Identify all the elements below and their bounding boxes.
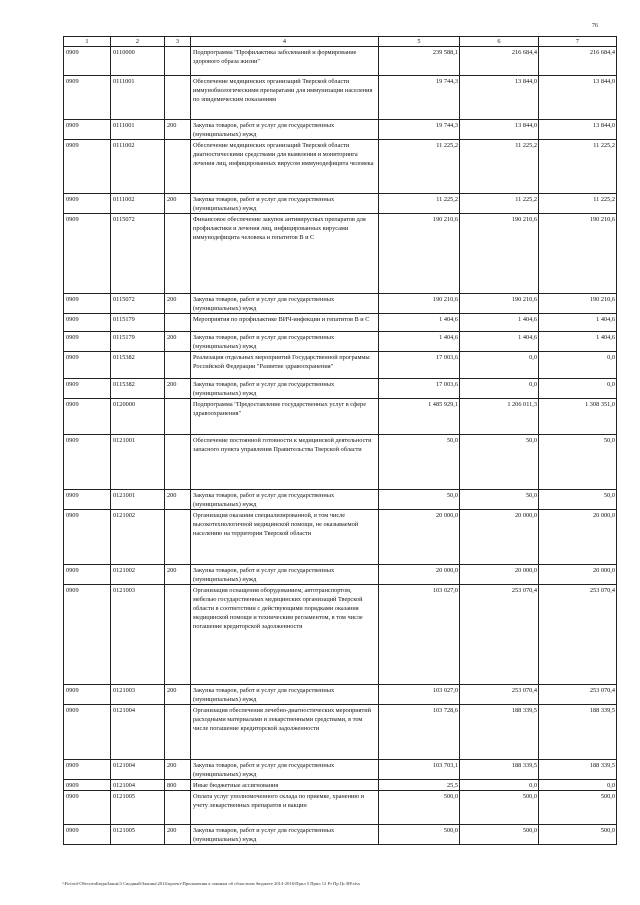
section-cell: 0909 bbox=[64, 585, 111, 685]
table-row bbox=[64, 194, 617, 214]
item-name-cell: Закупка товаров, работ и услуг для государственных (муниципальных) нужд bbox=[191, 379, 379, 399]
header-cell: 6 bbox=[460, 37, 539, 47]
amount-2016-cell: 50,0 bbox=[539, 490, 617, 510]
target-code-cell: 0121005 bbox=[111, 791, 165, 825]
target-code-cell: 0115382 bbox=[111, 379, 165, 399]
expense-type-cell: 200 bbox=[165, 379, 191, 399]
amount-2015-cell: 1 404,6 bbox=[460, 332, 539, 352]
amount-2016-cell: 190 210,6 bbox=[539, 294, 617, 314]
amount-2016-cell: 0,0 bbox=[539, 352, 617, 379]
section-cell: 0909 bbox=[64, 510, 111, 565]
table-row bbox=[64, 825, 617, 845]
item-name-cell: Организация обеспечения лечебно-диагностических мероприятий расходными материалами и лекарственными средствами, в том числе погашение кредиторской задолженности bbox=[191, 705, 379, 760]
amount-2014-cell: 500,0 bbox=[379, 825, 460, 845]
table-row bbox=[64, 510, 617, 565]
section-cell: 0909 bbox=[64, 791, 111, 825]
section-cell: 0909 bbox=[64, 332, 111, 352]
target-code-cell: 0111001 bbox=[111, 120, 165, 140]
expense-type-cell: 200 bbox=[165, 685, 191, 705]
amount-2015-cell: 50,0 bbox=[460, 490, 539, 510]
amount-2015-cell: 13 844,0 bbox=[460, 76, 539, 120]
table-row bbox=[64, 47, 617, 76]
amount-2016-cell: 13 844,0 bbox=[539, 120, 617, 140]
amount-2015-cell: 188 339,5 bbox=[460, 760, 539, 780]
amount-2016-cell: 50,0 bbox=[539, 435, 617, 490]
header-cell: 2 bbox=[111, 37, 165, 47]
amount-2014-cell: 11 225,2 bbox=[379, 194, 460, 214]
table-row bbox=[64, 791, 617, 825]
amount-2015-cell: 253 070,4 bbox=[460, 585, 539, 685]
header-cell: 1 bbox=[64, 37, 111, 47]
target-code-cell: 0121005 bbox=[111, 825, 165, 845]
target-code-cell: 0121004 bbox=[111, 705, 165, 760]
section-cell: 0909 bbox=[64, 214, 111, 294]
table-row bbox=[64, 294, 617, 314]
table-row bbox=[64, 490, 617, 510]
expense-type-cell bbox=[165, 435, 191, 490]
amount-2015-cell: 188 339,5 bbox=[460, 705, 539, 760]
expense-type-cell bbox=[165, 791, 191, 825]
table-row bbox=[64, 685, 617, 705]
section-cell: 0909 bbox=[64, 780, 111, 791]
amount-2014-cell: 1 404,6 bbox=[379, 332, 460, 352]
table-row bbox=[64, 214, 617, 294]
amount-2016-cell: 188 339,5 bbox=[539, 760, 617, 780]
budget-table bbox=[63, 36, 617, 845]
item-name-cell: Организация оснащения оборудованием, автотранспортом, мебелью государственных медицинских организаций Тверской области в соответствии с действующими порядками оказания медицинской помощи и техническим регламентом, в том числе погашение кредиторской задолженности bbox=[191, 585, 379, 685]
expense-type-cell: 200 bbox=[165, 760, 191, 780]
expense-type-cell bbox=[165, 47, 191, 76]
amount-2014-cell: 1 485 929,1 bbox=[379, 399, 460, 435]
item-name-cell: Закупка товаров, работ и услуг для государственных (муниципальных) нужд bbox=[191, 332, 379, 352]
expense-type-cell bbox=[165, 140, 191, 194]
table-row bbox=[64, 705, 617, 760]
page-number: 76 bbox=[592, 23, 598, 29]
amount-2014-cell: 500,0 bbox=[379, 791, 460, 825]
target-code-cell: 0121003 bbox=[111, 585, 165, 685]
item-name-cell: Закупка товаров, работ и услуг для государственных (муниципальных) нужд bbox=[191, 760, 379, 780]
target-code-cell: 0121004 bbox=[111, 780, 165, 791]
amount-2014-cell: 103 027,0 bbox=[379, 585, 460, 685]
table-row bbox=[64, 314, 617, 332]
amount-2014-cell: 50,0 bbox=[379, 435, 460, 490]
expense-type-cell: 200 bbox=[165, 565, 191, 585]
target-code-cell: 0115382 bbox=[111, 352, 165, 379]
amount-2014-cell: 103 728,6 bbox=[379, 705, 460, 760]
item-name-cell: Закупка товаров, работ и услуг для государственных (муниципальных) нужд bbox=[191, 294, 379, 314]
amount-2014-cell: 103 703,1 bbox=[379, 760, 460, 780]
target-code-cell: 0115179 bbox=[111, 332, 165, 352]
section-cell: 0909 bbox=[64, 435, 111, 490]
amount-2015-cell: 500,0 bbox=[460, 791, 539, 825]
table-row bbox=[64, 780, 617, 791]
table-row bbox=[64, 140, 617, 194]
target-code-cell: 0121001 bbox=[111, 435, 165, 490]
section-cell: 0909 bbox=[64, 399, 111, 435]
amount-2015-cell: 13 844,0 bbox=[460, 120, 539, 140]
expense-type-cell bbox=[165, 214, 191, 294]
amount-2014-cell: 50,0 bbox=[379, 490, 460, 510]
target-code-cell: 0111002 bbox=[111, 140, 165, 194]
expense-type-cell: 200 bbox=[165, 490, 191, 510]
amount-2016-cell: 0,0 bbox=[539, 379, 617, 399]
amount-2014-cell: 17 003,6 bbox=[379, 379, 460, 399]
amount-2015-cell: 190 210,6 bbox=[460, 214, 539, 294]
section-cell: 0909 bbox=[64, 825, 111, 845]
header-cell: 3 bbox=[165, 37, 191, 47]
section-cell: 0909 bbox=[64, 705, 111, 760]
expense-type-cell: 200 bbox=[165, 194, 191, 214]
amount-2016-cell: 11 225,2 bbox=[539, 140, 617, 194]
item-name-cell: Закупка товаров, работ и услуг для государственных (муниципальных) нужд bbox=[191, 194, 379, 214]
amount-2016-cell: 1 404,6 bbox=[539, 332, 617, 352]
amount-2016-cell: 1 404,6 bbox=[539, 314, 617, 332]
amount-2014-cell: 20 000,0 bbox=[379, 565, 460, 585]
section-cell: 0909 bbox=[64, 140, 111, 194]
amount-2014-cell: 25,5 bbox=[379, 780, 460, 791]
table-row bbox=[64, 352, 617, 379]
section-cell: 0909 bbox=[64, 120, 111, 140]
expense-type-cell bbox=[165, 76, 191, 120]
amount-2015-cell: 11 225,2 bbox=[460, 140, 539, 194]
amount-2015-cell: 0,0 bbox=[460, 352, 539, 379]
amount-2016-cell: 11 225,2 bbox=[539, 194, 617, 214]
amount-2014-cell: 19 744,3 bbox=[379, 76, 460, 120]
section-cell: 0909 bbox=[64, 47, 111, 76]
expense-type-cell: 200 bbox=[165, 825, 191, 845]
target-code-cell: 0110000 bbox=[111, 47, 165, 76]
table-row bbox=[64, 435, 617, 490]
expense-type-cell bbox=[165, 510, 191, 565]
expense-type-cell bbox=[165, 705, 191, 760]
table-row bbox=[64, 379, 617, 399]
section-cell: 0909 bbox=[64, 685, 111, 705]
item-name-cell: Обеспечение медицинских организаций Тверской области иммунобиологическими препаратами для иммунизации населения по эпидемическим показаниям bbox=[191, 76, 379, 120]
target-code-cell: 0121002 bbox=[111, 510, 165, 565]
header-cell: 5 bbox=[379, 37, 460, 47]
item-name-cell: Закупка товаров, работ и услуг для государственных (муниципальных) нужд bbox=[191, 565, 379, 585]
amount-2014-cell: 190 210,6 bbox=[379, 294, 460, 314]
amount-2014-cell: 19 744,3 bbox=[379, 120, 460, 140]
target-code-cell: 0121003 bbox=[111, 685, 165, 705]
amount-2016-cell: 13 844,0 bbox=[539, 76, 617, 120]
amount-2016-cell: 20 000,0 bbox=[539, 510, 617, 565]
table-row bbox=[64, 585, 617, 685]
section-cell: 0909 bbox=[64, 194, 111, 214]
target-code-cell: 0120000 bbox=[111, 399, 165, 435]
target-code-cell: 0111002 bbox=[111, 194, 165, 214]
amount-2016-cell: 190 210,6 bbox=[539, 214, 617, 294]
amount-2015-cell: 20 000,0 bbox=[460, 510, 539, 565]
amount-2016-cell: 500,0 bbox=[539, 825, 617, 845]
expense-type-cell: 200 bbox=[165, 332, 191, 352]
amount-2015-cell: 1 206 011,3 bbox=[460, 399, 539, 435]
item-name-cell: Закупка товаров, работ и услуг для государственных (муниципальных) нужд bbox=[191, 120, 379, 140]
amount-2014-cell: 1 404,6 bbox=[379, 314, 460, 332]
table-row bbox=[64, 120, 617, 140]
amount-2015-cell: 20 000,0 bbox=[460, 565, 539, 585]
amount-2014-cell: 20 000,0 bbox=[379, 510, 460, 565]
header-cell: 7 bbox=[539, 37, 617, 47]
header-row bbox=[64, 37, 617, 47]
target-code-cell: 0115179 bbox=[111, 314, 165, 332]
table-row bbox=[64, 565, 617, 585]
amount-2015-cell: 50,0 bbox=[460, 435, 539, 490]
item-name-cell: Организация оказания специализированной, в том числе высокотехнологичной медицинской помощи, не оказываемой населению на территории Тверской области bbox=[191, 510, 379, 565]
amount-2015-cell: 11 225,2 bbox=[460, 194, 539, 214]
amount-2014-cell: 239 588,1 bbox=[379, 47, 460, 76]
amount-2014-cell: 11 225,2 bbox=[379, 140, 460, 194]
expense-type-cell: 200 bbox=[165, 120, 191, 140]
section-cell: 0909 bbox=[64, 379, 111, 399]
amount-2016-cell: 20 000,0 bbox=[539, 565, 617, 585]
amount-2015-cell: 0,0 bbox=[460, 780, 539, 791]
item-name-cell: Закупка товаров, работ и услуг для государственных (муниципальных) нужд bbox=[191, 490, 379, 510]
item-name-cell: Мероприятия по профилактике ВИЧ-инфекции и гепатитов В и С bbox=[191, 314, 379, 332]
item-name-cell: Иные бюджетные ассигнования bbox=[191, 780, 379, 791]
table-row bbox=[64, 760, 617, 780]
expense-type-cell: 200 bbox=[165, 294, 191, 314]
amount-2014-cell: 17 003,6 bbox=[379, 352, 460, 379]
expense-type-cell bbox=[165, 585, 191, 685]
target-code-cell: 0121004 bbox=[111, 760, 165, 780]
section-cell: 0909 bbox=[64, 760, 111, 780]
amount-2015-cell: 216 684,4 bbox=[460, 47, 539, 76]
expense-type-cell bbox=[165, 352, 191, 379]
amount-2016-cell: 216 684,4 bbox=[539, 47, 617, 76]
amount-2015-cell: 253 070,4 bbox=[460, 685, 539, 705]
file-path-footer: \\Fin\otd-ОбеспечБюджЗакон\3 Сводный\Законы\2014\проект\Приложения к законам об областном бюджете 2014-2016\Прил 5 Прил 12 Рз Пр Цс ВР.xlsx bbox=[62, 881, 361, 886]
item-name-cell: Финансовое обеспечение закупок антивирусных препаратов для профилактики и лечения лиц, инфицированных вирусами иммунодефицита человека и гепатитов В и С bbox=[191, 214, 379, 294]
amount-2014-cell: 103 027,0 bbox=[379, 685, 460, 705]
item-name-cell: Обеспечение медицинских организаций Тверской области диагностическими средствами для выявления и мониторинга лечения лиц, инфицированных вирусом иммунодефицита человека bbox=[191, 140, 379, 194]
amount-2016-cell: 0,0 bbox=[539, 780, 617, 791]
amount-2016-cell: 253 070,4 bbox=[539, 685, 617, 705]
item-name-cell: Обеспечение постоянной готовности к медицинской деятельности запасного пункта управления Правительства Тверской области bbox=[191, 435, 379, 490]
target-code-cell: 0115072 bbox=[111, 214, 165, 294]
target-code-cell: 0111001 bbox=[111, 76, 165, 120]
item-name-cell: Закупка товаров, работ и услуг для государственных (муниципальных) нужд bbox=[191, 685, 379, 705]
amount-2016-cell: 188 339,5 bbox=[539, 705, 617, 760]
expense-type-cell bbox=[165, 314, 191, 332]
item-name-cell: Подпрограмма "Предоставление государственных услуг в сфере здравоохранения" bbox=[191, 399, 379, 435]
item-name-cell: Оплата услуг уполномоченного склада по приемке, хранению и учету лекарственных препаратов и вакцин bbox=[191, 791, 379, 825]
amount-2016-cell: 253 070,4 bbox=[539, 585, 617, 685]
table-row bbox=[64, 399, 617, 435]
table-row bbox=[64, 76, 617, 120]
amount-2015-cell: 500,0 bbox=[460, 825, 539, 845]
target-code-cell: 0121001 bbox=[111, 490, 165, 510]
expense-type-cell: 800 bbox=[165, 780, 191, 791]
target-code-cell: 0121002 bbox=[111, 565, 165, 585]
amount-2015-cell: 1 404,6 bbox=[460, 314, 539, 332]
section-cell: 0909 bbox=[64, 490, 111, 510]
amount-2016-cell: 1 308 351,0 bbox=[539, 399, 617, 435]
section-cell: 0909 bbox=[64, 76, 111, 120]
target-code-cell: 0115072 bbox=[111, 294, 165, 314]
expense-type-cell bbox=[165, 399, 191, 435]
table-row bbox=[64, 332, 617, 352]
section-cell: 0909 bbox=[64, 294, 111, 314]
section-cell: 0909 bbox=[64, 352, 111, 379]
amount-2016-cell: 500,0 bbox=[539, 791, 617, 825]
amount-2014-cell: 190 210,6 bbox=[379, 214, 460, 294]
item-name-cell: Подпрограмма "Профилактика заболеваний и формирование здорового образа жизни" bbox=[191, 47, 379, 76]
header-cell: 4 bbox=[191, 37, 379, 47]
amount-2015-cell: 0,0 bbox=[460, 379, 539, 399]
item-name-cell: Реализация отдельных мероприятий Государственной программы Российской Федерации "Развитие здравоохранения" bbox=[191, 352, 379, 379]
amount-2015-cell: 190 210,6 bbox=[460, 294, 539, 314]
section-cell: 0909 bbox=[64, 565, 111, 585]
section-cell: 0909 bbox=[64, 314, 111, 332]
item-name-cell: Закупка товаров, работ и услуг для государственных (муниципальных) нужд bbox=[191, 825, 379, 845]
